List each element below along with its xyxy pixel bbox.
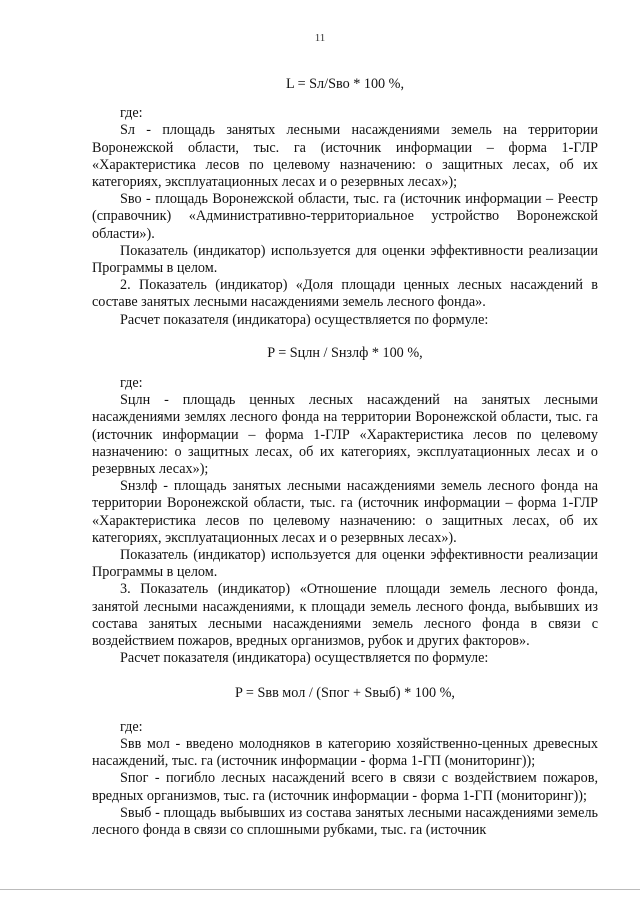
definition-sl: Sл - площадь занятых лесными насаждениями земель на территории Воронежской области, тыс. га (источник информации – форма 1-ГЛР «Характеристика лесов по целевому назначению: о защитных лесах, об их категориях, эксплуатационных лесах и о резервных лесах»);	[92, 122, 598, 191]
calculation-intro-2: Расчет показателя (индикатора) осуществляется по формуле:	[120, 311, 489, 328]
formula-p-valuable: P = Sцлн / Sнзлф * 100 %,	[267, 344, 423, 361]
where-label-2: где:	[120, 375, 143, 392]
definition-svo: Sво - площадь Воронежской области, тыс. га (источник информации – Реестр (справочник) «Административно-территориальное устройство Воронежской области»).	[92, 191, 598, 242]
indicator-2-heading: 2. Показатель (индикатор) «Доля площади ценных лесных насаждений в составе занятых лесными насаждениями земель лесного фонда».	[92, 277, 598, 311]
definition-svyb: Sвыб - площадь выбывших из состава занятых лесными насаждениями земель лесного фонда в связи со сплошными рубками, тыс. га (источник	[92, 804, 598, 838]
page-content	[92, 68, 598, 839]
definition-svvmol: Sвв мол - введено молодняков в категорию хозяйственно-ценных древесных насаждений, тыс. га (источник информации - форма 1-ГП (мониторинг));	[92, 735, 598, 770]
definition-spog: Sпог - погибло лесных насаждений всего в связи с воздействием пожаров, вредных организмов, тыс. га (источник информации - форма 1-ГП (мониторинг));	[92, 770, 598, 804]
usage-paragraph-1: Показатель (индикатор) используется для оценки эффективности реализации Программы в целом.	[92, 242, 598, 277]
usage-paragraph-2: Показатель (индикатор) используется для оценки эффективности реализации Программы в целом.	[92, 547, 598, 581]
definition-snzlf: Sнзлф - площадь занятых лесными насаждениями земель лесного фонда на территории Воронежской области, тыс. га (источник информации – форма 1-ГЛР «Характеристика лесов по целевому назначению: о защитных лесах, об их категориях, эксплуатационных лесах и о резервных лесах»).	[92, 478, 598, 546]
where-label-3: где:	[120, 718, 143, 735]
page-bottom-rule	[0, 889, 640, 890]
page-number: 11	[314, 32, 326, 44]
definition-scln: Sцлн - площадь ценных лесных насаждений на занятых лесными насаждениями землях лесного фонда на территории Воронежской области, тыс. га (источник информации – форма 1-ГЛР «Характеристика лесов по целевому назначению: о защитных лесах, об их категориях, эксплуатационных лесах и о резервных лесах»);	[92, 392, 598, 478]
formula-p-ratio: P = Sвв мол / (Sпог + Sвыб) * 100 %,	[235, 684, 455, 701]
formula-l: L = Sл/Sво * 100 %,	[285, 76, 405, 92]
calculation-intro-3: Расчет показателя (индикатора) осуществляется по формуле:	[120, 650, 489, 667]
where-label-1: где:	[120, 105, 143, 122]
indicator-3-heading: 3. Показатель (индикатор) «Отношение площади земель лесного фонда, занятой лесными насаждениями, к площади земель лесного фонда, выбывших из состава занятых лесными насаждениями земель лесного фонда в связи с воздействием пожаров, вредных организмов, рубок и других факторов».	[92, 581, 598, 650]
